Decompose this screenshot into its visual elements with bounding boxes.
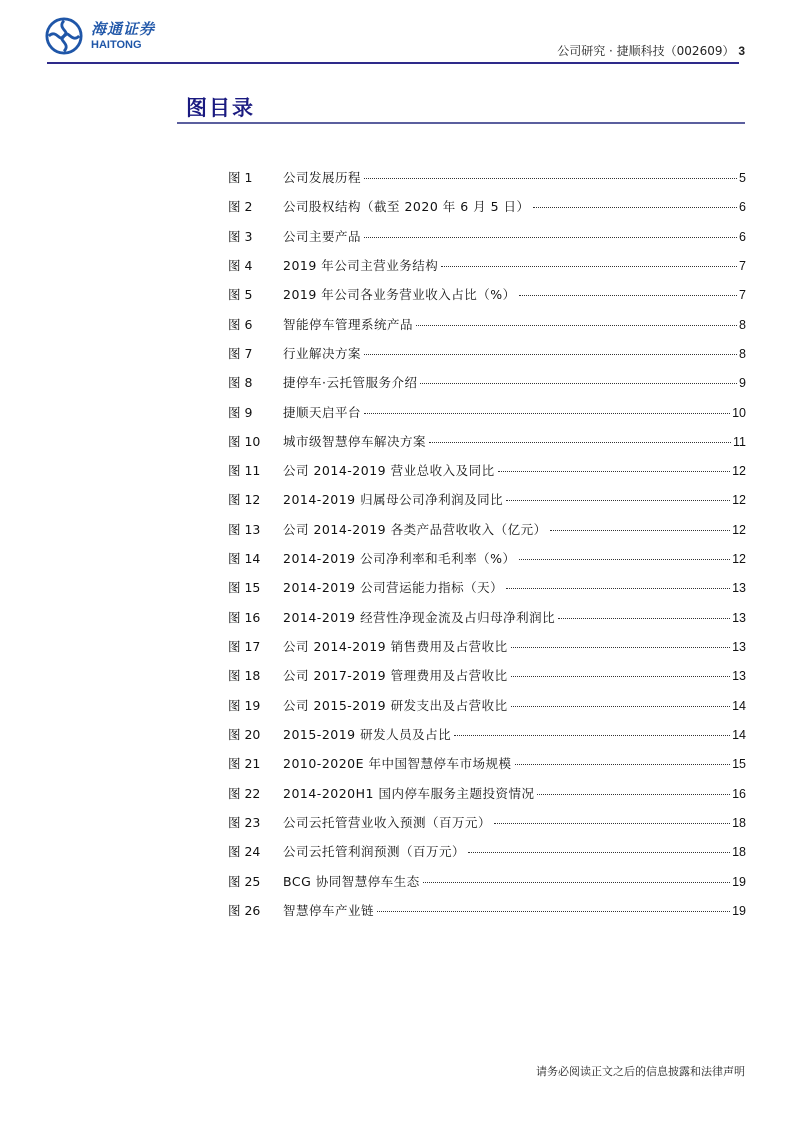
page-ref[interactable]: 5 xyxy=(739,171,746,185)
figure-title[interactable]: 智慧停车产业链 xyxy=(283,902,375,918)
figure-title[interactable]: 2014-2019 公司净利率和毛利率（%） xyxy=(283,551,516,567)
figure-title[interactable]: 城市级智慧停车解决方案 xyxy=(283,433,427,449)
page-ref[interactable]: 9 xyxy=(739,376,746,391)
page-ref[interactable]: 16 xyxy=(732,786,746,801)
toc-entry[interactable] xyxy=(228,901,746,930)
figure-label: 图 9 xyxy=(228,404,253,420)
page-ref[interactable]: 8 xyxy=(739,346,746,361)
figure-title[interactable]: BCG 协同智慧停车生态 xyxy=(283,873,420,889)
page-ref[interactable]: 12 xyxy=(732,493,746,508)
figure-title[interactable]: 公司发展历程 xyxy=(283,170,362,185)
toc-entry[interactable] xyxy=(228,461,746,490)
page-ref[interactable]: 14 xyxy=(732,727,746,742)
dot-leader xyxy=(519,559,731,560)
figure-title[interactable]: 2014-2019 经营性净现金流及占归母净利润比 xyxy=(283,609,556,625)
page-ref[interactable]: 14 xyxy=(732,698,746,713)
toc-entry[interactable] xyxy=(228,227,746,256)
toc-entry[interactable] xyxy=(228,256,746,285)
figure-label: 图 4 xyxy=(228,257,253,273)
page-ref[interactable]: 8 xyxy=(739,317,746,332)
page-ref[interactable]: 7 xyxy=(739,258,746,273)
figure-title[interactable]: 行业解决方案 xyxy=(283,345,362,361)
dot-leader xyxy=(364,413,730,414)
toc-entry[interactable] xyxy=(228,608,746,637)
figure-label: 图 13 xyxy=(228,521,261,537)
figure-title[interactable]: 2014-2019 公司营运能力指标（天） xyxy=(283,580,504,596)
dot-leader xyxy=(498,471,731,472)
report-info: 公司研究 · 捷顺科技（002609） xyxy=(557,44,735,58)
disclaimer-footer: 请务必阅读正文之后的信息披露和法律声明 xyxy=(536,1065,745,1078)
toc-entry[interactable] xyxy=(228,784,746,813)
toc-entry[interactable] xyxy=(228,666,746,695)
dot-leader xyxy=(511,647,731,648)
toc-entry[interactable] xyxy=(228,373,746,402)
dot-leader xyxy=(511,706,731,707)
toc-entry[interactable] xyxy=(228,813,746,842)
figure-label: 图 24 xyxy=(228,844,261,860)
dot-leader xyxy=(420,383,737,384)
dot-leader xyxy=(550,530,731,531)
toc-entry[interactable] xyxy=(228,520,746,549)
page-ref[interactable]: 10 xyxy=(732,405,746,420)
toc-entry[interactable] xyxy=(228,754,746,783)
figure-label: 图 11 xyxy=(228,463,261,479)
dot-leader xyxy=(515,764,731,765)
figure-title[interactable]: 公司 2014-2019 营业总收入及同比 xyxy=(283,463,495,479)
page-ref[interactable]: 6 xyxy=(739,200,746,215)
figure-title[interactable]: 捷顺天启平台 xyxy=(283,404,362,420)
page-title: 图目录 xyxy=(186,96,255,120)
dot-leader xyxy=(364,178,737,179)
dot-leader xyxy=(519,295,737,296)
toc-entry[interactable] xyxy=(228,168,746,197)
toc-entry[interactable] xyxy=(228,725,746,754)
figure-label: 图 16 xyxy=(228,609,261,625)
dot-leader xyxy=(537,794,730,795)
figure-title[interactable]: 公司云托管利润预测（百万元） xyxy=(283,844,466,860)
company-logo xyxy=(45,17,155,55)
figure-label: 图 23 xyxy=(228,814,261,830)
toc-entry[interactable] xyxy=(228,403,746,432)
figure-title[interactable]: 智能停车管理系统产品 xyxy=(283,316,414,332)
page-ref[interactable]: 11 xyxy=(733,434,746,449)
title-divider xyxy=(177,122,745,124)
dot-leader xyxy=(558,618,730,619)
toc-entry[interactable] xyxy=(228,842,746,871)
figure-label: 图 10 xyxy=(228,433,261,449)
figure-title[interactable]: 2015-2019 研发人员及占比 xyxy=(283,726,452,742)
dot-leader xyxy=(423,882,730,883)
toc-entry[interactable] xyxy=(228,432,746,461)
toc-entry[interactable] xyxy=(228,578,746,607)
figure-label: 图 6 xyxy=(228,316,253,332)
figure-title[interactable]: 捷停车·云托管服务介绍 xyxy=(283,375,418,391)
page-ref[interactable]: 19 xyxy=(732,874,746,889)
toc-entry[interactable] xyxy=(228,549,746,578)
report-header xyxy=(557,42,745,59)
figure-label: 图 26 xyxy=(228,902,261,918)
figure-label: 图 14 xyxy=(228,551,261,567)
toc-entry[interactable] xyxy=(228,344,746,373)
figure-label: 图 21 xyxy=(228,756,261,772)
figure-title[interactable]: 2010-2020E 年中国智慧停车市场规模 xyxy=(283,756,512,772)
page-ref[interactable]: 13 xyxy=(732,669,746,684)
toc-entry[interactable] xyxy=(228,696,746,725)
figure-title[interactable]: 2019 年公司主营业务结构 xyxy=(283,257,439,273)
header-divider xyxy=(47,62,739,64)
page-ref[interactable]: 6 xyxy=(739,229,746,244)
figure-title[interactable]: 公司 2017-2019 管理费用及占营收比 xyxy=(283,668,508,684)
page-ref[interactable]: 12 xyxy=(732,522,746,537)
figure-title[interactable]: 公司 2014-2019 各类产品营收收入（亿元） xyxy=(283,521,547,537)
figure-title[interactable]: 2014-2020H1 国内停车服务主题投资情况 xyxy=(283,785,535,801)
page-ref[interactable]: 13 xyxy=(732,640,746,654)
figure-title[interactable]: 公司云托管营业收入预测（百万元） xyxy=(283,814,492,830)
dot-leader xyxy=(416,325,737,326)
dot-leader xyxy=(506,500,730,501)
figure-label: 图 19 xyxy=(228,697,261,713)
toc-entry[interactable] xyxy=(228,637,746,666)
figure-title[interactable]: 公司股权结构（截至 2020 年 6 月 5 日） xyxy=(283,199,530,215)
figure-label: 图 7 xyxy=(228,345,253,361)
dot-leader xyxy=(364,237,737,238)
page-ref[interactable]: 12 xyxy=(732,464,746,479)
figure-title[interactable]: 公司 2015-2019 研发支出及占营收比 xyxy=(283,697,508,713)
toc-entry[interactable] xyxy=(228,285,746,314)
page-ref[interactable]: 7 xyxy=(739,288,746,303)
page-ref[interactable]: 18 xyxy=(732,845,746,860)
logo-english-name: HAITONG xyxy=(91,38,142,51)
dot-leader xyxy=(377,911,730,912)
figure-label: 图 8 xyxy=(228,375,253,391)
dot-leader xyxy=(533,207,737,208)
page-ref[interactable]: 13 xyxy=(732,581,746,596)
dot-leader xyxy=(506,588,730,589)
toc-entry[interactable] xyxy=(228,197,746,226)
page-number: 3 xyxy=(738,44,745,58)
dot-leader xyxy=(454,735,730,736)
dot-leader xyxy=(494,823,730,824)
dot-leader xyxy=(364,354,737,355)
page-ref[interactable]: 18 xyxy=(732,815,746,830)
figure-label: 图 18 xyxy=(228,668,261,684)
figure-table-of-contents xyxy=(228,168,746,930)
figure-label: 图 17 xyxy=(228,639,261,654)
dot-leader xyxy=(468,852,730,853)
toc-entry[interactable] xyxy=(228,490,746,519)
haitong-logo-icon xyxy=(45,17,83,55)
figure-label: 图 2 xyxy=(228,199,253,215)
page-ref[interactable]: 13 xyxy=(732,610,746,625)
figure-title[interactable]: 公司 2014-2019 销售费用及占营收比 xyxy=(283,639,508,654)
figure-label: 图 5 xyxy=(228,287,253,303)
page-ref[interactable]: 15 xyxy=(732,757,746,772)
figure-title[interactable]: 公司主要产品 xyxy=(283,228,362,244)
page-ref[interactable]: 19 xyxy=(732,903,746,918)
page-ref[interactable]: 12 xyxy=(732,552,746,567)
figure-label: 图 25 xyxy=(228,873,261,889)
figure-label: 图 1 xyxy=(228,170,253,185)
figure-label: 图 22 xyxy=(228,785,261,801)
figure-label: 图 20 xyxy=(228,726,261,742)
figure-label: 图 12 xyxy=(228,492,261,508)
dot-leader xyxy=(429,442,731,443)
figure-label: 图 3 xyxy=(228,228,253,244)
figure-label: 图 15 xyxy=(228,580,261,596)
logo-chinese-name: 海通证券 xyxy=(91,19,156,38)
dot-leader xyxy=(441,266,737,267)
figure-title[interactable]: 2014-2019 归属母公司净利润及同比 xyxy=(283,492,504,508)
figure-title[interactable]: 2019 年公司各业务营业收入占比（%） xyxy=(283,287,516,303)
toc-entry[interactable] xyxy=(228,872,746,901)
dot-leader xyxy=(511,676,731,677)
toc-entry[interactable] xyxy=(228,315,746,344)
